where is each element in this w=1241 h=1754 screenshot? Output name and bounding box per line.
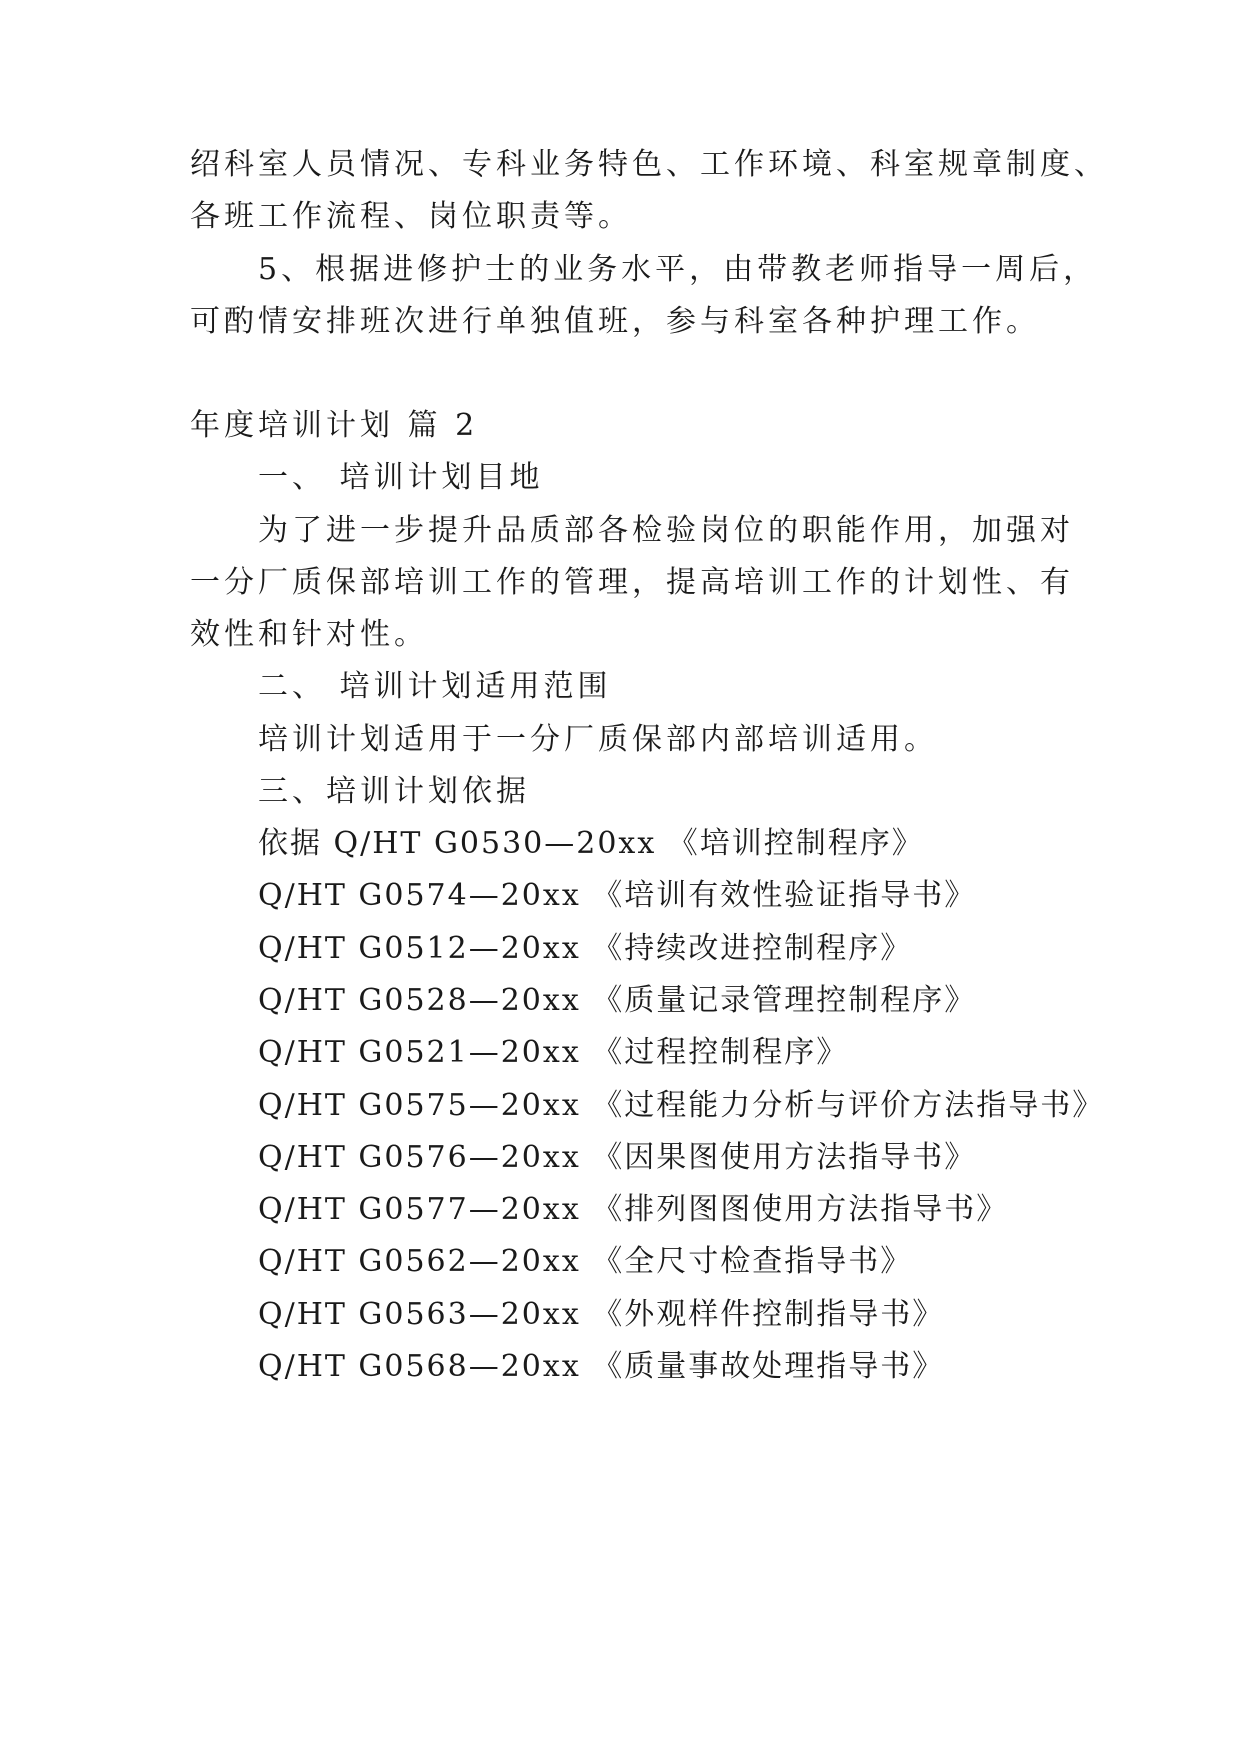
reference-line: Q/HT G0568—20xx 《质量事故处理指导书》	[258, 1349, 945, 1384]
reference-line: Q/HT G0574—20xx 《培训有效性验证指导书》	[258, 878, 977, 913]
body-text-line: 各班工作流程、岗位职责等。	[190, 199, 632, 234]
body-text-line: 为了进一步提升品质部各检验岗位的职能作用，加强对	[258, 513, 1074, 548]
reference-line: Q/HT G0562—20xx 《全尺寸检查指导书》	[258, 1244, 913, 1279]
body-text-line: 培训计划适用于一分厂质保部内部培训适用。	[258, 722, 938, 757]
body-text-line: 可酌情安排班次进行单独值班，参与科室各种护理工作。	[190, 304, 1040, 339]
reference-line: Q/HT G0563—20xx 《外观样件控制指导书》	[258, 1297, 945, 1332]
section-title: 年度培训计划 篇 2	[190, 408, 479, 443]
reference-line: Q/HT G0575—20xx 《过程能力分析与评价方法指导书》	[258, 1088, 1105, 1123]
body-text-line: 一分厂质保部培训工作的管理，提高培训工作的计划性、有	[190, 565, 1074, 600]
reference-line: Q/HT G0576—20xx 《因果图使用方法指导书》	[258, 1140, 977, 1175]
body-text-line: 绍科室人员情况、专科业务特色、工作环境、科室规章制度、	[190, 147, 1108, 182]
reference-line: Q/HT G0512—20xx 《持续改进控制程序》	[258, 931, 913, 966]
reference-line: Q/HT G0577—20xx 《排列图图使用方法指导书》	[258, 1192, 1009, 1227]
reference-line: Q/HT G0521—20xx 《过程控制程序》	[258, 1035, 849, 1070]
reference-line: 依据 Q/HT G0530—20xx 《培训控制程序》	[258, 826, 924, 861]
section-heading: 一、 培训计划目地	[258, 460, 544, 495]
section-heading: 三、培训计划依据	[258, 774, 530, 809]
section-heading: 二、 培训计划适用范围	[258, 669, 612, 704]
reference-line: Q/HT G0528—20xx 《质量记录管理控制程序》	[258, 983, 977, 1018]
body-text-line: 5、根据进修护士的业务水平，由带教老师指导一周后，	[258, 252, 1098, 287]
body-text-line: 效性和针对性。	[190, 617, 428, 652]
